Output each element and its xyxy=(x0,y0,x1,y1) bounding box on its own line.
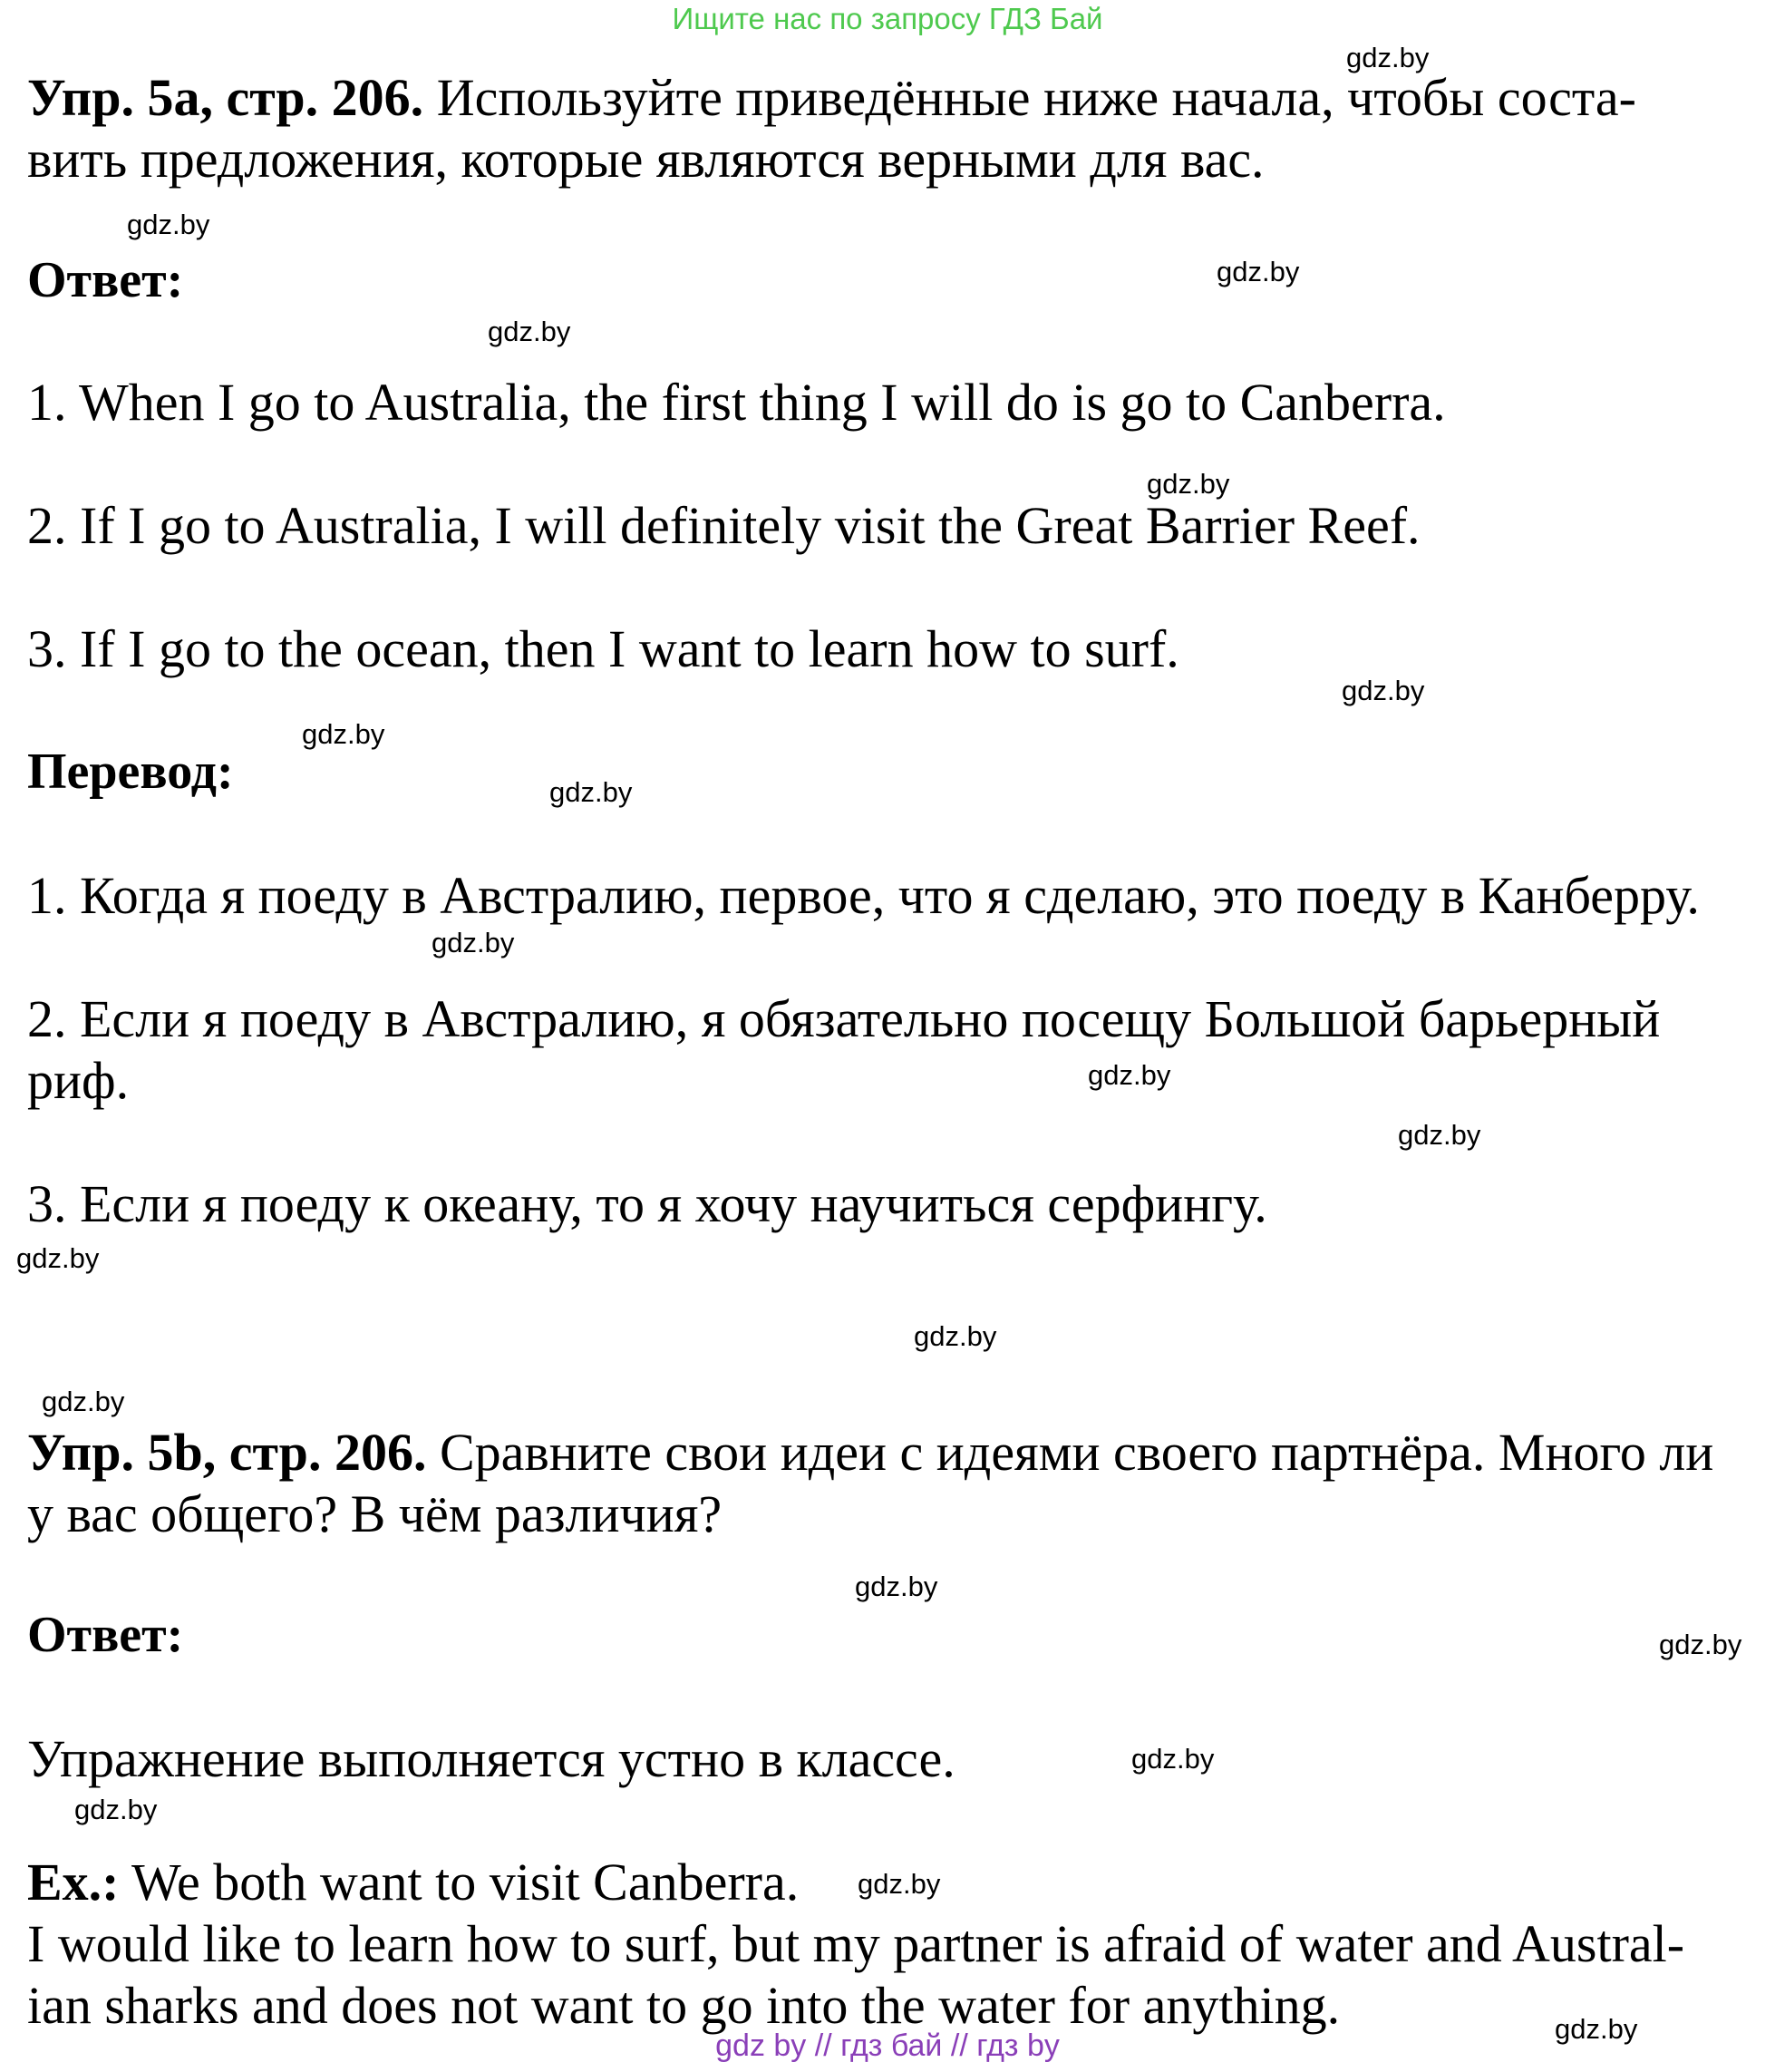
ex5a-task-line-2: вить предложения, которые являются верными для вас. xyxy=(27,130,1265,189)
ex5a-answer-3: 3. If I go to the ocean, then I want to learn how to surf. xyxy=(27,619,1179,678)
watermark: gdz.by xyxy=(858,1868,941,1900)
watermark: gdz.by xyxy=(1555,2013,1638,2045)
ex5b-example-line-2: I would like to learn how to surf, but my partner is afraid of water and Austral- xyxy=(27,1914,1685,1973)
watermark: gdz.by xyxy=(42,1386,125,1417)
watermark: gdz.by xyxy=(855,1571,938,1602)
watermark: gdz.by xyxy=(1147,468,1230,500)
ex5b-note: Упражнение выполняется устно в классе. xyxy=(27,1729,955,1788)
watermark: gdz.by xyxy=(127,209,210,240)
ex5a-translation-2: 2. Если я поеду в Австралию, я обязательно посещу Большой барьерный xyxy=(27,989,1661,1048)
watermark: gdz.by xyxy=(432,927,515,958)
watermark: gdz.by xyxy=(16,1242,100,1274)
ex5a-answer-1: 1. When I go to Australia, the first thing I will do is go to Canberra. xyxy=(27,373,1446,432)
ex5b-label: Упр. 5b, стр. 206. xyxy=(27,1423,427,1482)
ex5a-translation-3: 3. Если я поеду к океану, то я хочу научиться серфингу. xyxy=(27,1174,1267,1233)
ex5b-task-line-2: у вас общего? В чём различия? xyxy=(27,1484,723,1543)
ex5b-example-text: We both want to visit Canberra. xyxy=(119,1853,800,1911)
watermark: gdz.by xyxy=(1217,256,1300,287)
ex5b-task-text: Сравните свои идеи с идеями своего партнёра. Много ли xyxy=(426,1423,1714,1482)
ex5a-label: Упр. 5a, стр. 206. xyxy=(27,68,424,127)
ex5a-translation-heading: Перевод: xyxy=(27,744,234,800)
watermark: gdz.by xyxy=(1346,42,1430,73)
ex5a-task-text: Используйте приведённые ниже начала, чтобы соста- xyxy=(423,68,1636,127)
watermark: gdz.by xyxy=(1659,1629,1742,1660)
ex5a-task-line-1 xyxy=(27,67,1636,129)
watermark: gdz.by xyxy=(1398,1119,1481,1151)
watermark: gdz.by xyxy=(549,776,633,808)
watermark: gdz.by xyxy=(74,1794,158,1825)
ex5b-example-line-3: ian sharks and does not want to go into the water for anything. xyxy=(27,1976,1341,2035)
watermark: gdz.by xyxy=(914,1320,997,1352)
ex5b-example-label: Ex.: xyxy=(27,1853,120,1911)
watermark: gdz.by xyxy=(488,316,571,347)
watermark: gdz.by xyxy=(302,718,385,750)
ex5b-answer-heading: Ответ: xyxy=(27,1607,184,1663)
ex5a-answer-heading: Ответ: xyxy=(27,252,184,308)
ex5a-translation-2-cont: риф. xyxy=(27,1051,130,1110)
watermark: gdz.by xyxy=(1342,675,1425,706)
ex5a-translation-1: 1. Когда я поеду в Австралию, первое, что я сделаю, это поеду в Канберру. xyxy=(27,866,1700,925)
ex5b-task-line-1 xyxy=(27,1422,1713,1483)
watermark: gdz.by xyxy=(1131,1743,1215,1775)
ex5a-answer-2: 2. If I go to Australia, I will definitely visit the Great Barrier Reef. xyxy=(27,496,1421,555)
ex5b-example-line-1 xyxy=(27,1852,799,1913)
watermark: gdz.by xyxy=(1088,1059,1171,1091)
bottom-banner[interactable]: gdz by // гдз бай // гдз by xyxy=(715,2028,1060,2063)
top-banner: Ищите нас по запросу ГДЗ Бай xyxy=(672,2,1103,35)
